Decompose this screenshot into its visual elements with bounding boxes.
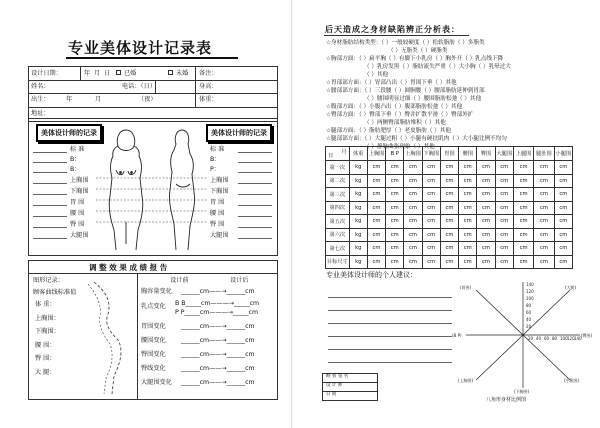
change-row-label: 臀围变化 [141,351,166,358]
table-cell: cm [513,255,533,269]
measure-right-item: 胃 围 [210,199,225,206]
married-label: 已婚 [124,70,137,77]
table-header: 上腿围 [513,147,533,161]
table-cell: cm [440,188,458,202]
table-cell: cm [554,215,572,229]
measure-right-item: 标 准 [210,146,225,153]
table-cell: kg [349,242,367,256]
change-row-value: ______cm——→______cm [181,365,255,372]
table-cell: cm [367,161,385,175]
table-row [326,228,573,242]
table-cell: cm [367,242,385,256]
table-row-label: 第四次 [326,201,350,215]
table-cell: cm [495,255,513,269]
analysis-line: ☆腹部方面：（ ）小腹凸出（ ）腹部脂肪松弛（ ）其他 [326,104,463,110]
front-body-outline [109,130,143,250]
table-cell: cm [513,228,533,242]
svg-text:140: 140 [526,282,534,287]
table-cell: cm [513,201,533,215]
table-cell: cm [422,242,440,256]
record-form-title: 专业美体设计记录表 [68,39,213,57]
unmarried-label: 未婚 [176,70,189,77]
table-cell: cm [554,255,572,269]
measure-left-item: B： [70,166,81,173]
name-label: 姓名： [31,83,50,90]
table-header: 大腿围 [495,147,513,161]
table-cell: kg [349,255,367,269]
table-cell: cm [367,215,385,229]
table-cell: cm [404,188,422,202]
radar-label-top-left: (胃围) [460,285,472,290]
analysis-line: ☆腰部部方面：（ ）三段腰（ ）圆胴腰（ ）腰部脂肪延伸到胃部 [326,88,485,94]
client-sign-label: 顾 客 签 名 [326,374,349,379]
body-item: 上胸围： [35,315,60,322]
table-cell: cm [422,188,440,202]
weight-label: 体重： [199,96,218,103]
table-cell: cm [386,174,404,188]
table-cell: cm [477,215,495,229]
table-cell: kg [349,215,367,229]
analysis-line: ☆胸部方面：（ ）扁平胸（ ）有脚下小乳房（ ）胸外开（ ）乳点线下降 [326,56,504,62]
table-cell: cm [477,201,495,215]
table-header: 上胸围 [367,147,385,161]
table-cell: cm [534,215,554,229]
table-cell: cm [386,201,404,215]
svg-text:60: 60 [544,336,550,341]
after-label: 设计后 [230,277,249,284]
svg-text:100: 100 [560,336,568,341]
table-header: 上胸围 [404,147,422,161]
table-cell: cm [477,255,495,269]
radar-label-bottom-right: (小腿围) [564,378,580,383]
table-cell: cm [495,161,513,175]
table-cell: cm [404,228,422,242]
table-cell: cm [386,161,404,175]
table-cell: cm [554,242,572,256]
table-header: 小腿围 [554,147,572,161]
measure-right-item: 下胸围 [210,188,229,195]
table-cell: cm [367,188,385,202]
table-cell: cm [404,215,422,229]
table-cell: cm [386,255,404,269]
table-cell: cm [459,161,477,175]
change-row-label: 大腿围变化 [141,379,172,386]
table-cell: cm [386,242,404,256]
analysis-line: ☆腿部部方面：（ ）大腿过粗（ ）小腿有硬扶肌肉（ ）大小腿比例不均匀 [326,136,507,142]
measure-left-item: 大腿围 [70,232,89,239]
analysis-line: ☆身材脂肪结构类型：（ ）一般较硬度（ ）松软脂肪（ ）多脂类 [326,40,485,46]
table-cell: cm [495,201,513,215]
table-cell: cm [513,174,533,188]
measure-right-item: 大腿围 [210,232,229,239]
measure-right-item: 臀 围 [210,221,225,228]
table-cell: cm [404,201,422,215]
table-row-label: 目标尺寸 [326,255,350,269]
change-row-value: ______cm——→______cm [181,351,255,358]
measure-left-item: B： [70,156,81,163]
table-cell: cm [404,161,422,175]
table-row-label: 第一次 [326,161,350,175]
radar-caption: 八角形身材比例图 [486,397,527,403]
remark-label: 备注： [199,70,218,77]
phone-label: 电话：（日） [122,83,157,90]
married-checkbox[interactable] [116,70,121,75]
table-cell: cm [440,215,458,229]
designer-record-label-right: 美体设计师的记录 [206,124,272,142]
table-cell: cm [404,242,422,256]
table-cell: cm [513,242,533,256]
analysis-line: （ ）腰围明显过细（ ）腰围脂肪松弛（ ）其他 [364,96,482,102]
svg-text:140: 140 [574,336,582,341]
radar-label-bottom-center: (下胸围) [514,389,530,394]
measure-right-item: 腰 围 [210,210,225,217]
table-cell: cm [534,201,554,215]
analysis-line: ☆臀部方面：（ ）臀部下垂（ ）臀并扩散平滑（ ）臀部外扩 [326,112,474,118]
day-label: 日 [104,70,111,77]
table-header: 腰围 [459,147,477,161]
change-row-value: ______cm——→______cm [181,379,255,386]
measure-left-item: 上胸围 [70,177,89,184]
table-row [326,242,573,256]
svg-text:20: 20 [528,336,534,341]
measurement-table [325,146,573,269]
change-row-value: ______cm——→______cm [181,323,255,330]
table-cell: cm [513,188,533,202]
svg-text:20: 20 [526,324,532,329]
table-cell: cm [422,161,440,175]
table-cell: cm [513,161,533,175]
change-row-value: B B_____cm———→_____cm [175,300,259,307]
table-cell: cm [495,228,513,242]
table-cell: cm [495,174,513,188]
advice-title: 专业美体设计师的个人建议： [326,271,417,279]
table-cell: cm [534,188,554,202]
right-page [300,0,600,428]
table-header: 下胸围 [422,147,440,161]
table-cell: cm [495,188,513,202]
body-item: 臀 围： [35,355,56,362]
table-row-label: 第六次 [326,228,350,242]
radar-label-left: (B P) [452,333,462,338]
table-cell: cm [554,201,572,215]
table-cell: cm [534,174,554,188]
table-cell: cm [459,215,477,229]
body-item: 下胸围： [35,328,60,335]
shape-record-label: 图形记录： [33,277,64,284]
analysis-line: （ ）无脂类（ ）硬脂类 [388,48,448,54]
table-cell: cm [440,174,458,188]
radar-label-bottom-left: (上胸围) [458,378,474,383]
radar-label-right: (臀围) [581,333,593,338]
table-cell: cm [534,228,554,242]
table-cell: kg [349,201,367,215]
title-underline [66,57,238,59]
table-row-label: 第二次 [326,174,350,188]
svg-text:40: 40 [536,336,542,341]
table-cell: cm [440,228,458,242]
measure-left-item: 下胸围 [70,188,89,195]
design-date-label: 设计日期： [31,70,62,77]
table-cell: cm [367,255,385,269]
table-cell: cm [459,242,477,256]
table-cell: cm [554,188,572,202]
table-cell: cm [459,228,477,242]
table-cell: cm [386,228,404,242]
table-header: 腿肚围 [534,147,554,161]
table-row [326,255,573,269]
designer-record-label-left: 美体设计师的记录 [36,124,102,142]
table-cell: cm [367,228,385,242]
table-cell: cm [404,255,422,269]
table-cell: cm [440,255,458,269]
table-cell: cm [422,215,440,229]
svg-text:100: 100 [526,296,534,301]
table-row [326,215,573,229]
change-row-label: 腰围变化 [141,337,166,344]
change-row-label: 胃围变化 [141,323,166,330]
table-header: 体重 [349,147,367,161]
table-cell: cm [404,174,422,188]
table-cell: cm [534,161,554,175]
analysis-title: 后天造成之身材缺陷辨正分析表： [325,24,460,34]
silhouette-curve [84,280,132,396]
table-row [326,201,573,215]
night-phone-label: （夜） [138,96,157,103]
table-cell: cm [422,255,440,269]
birth-label: 出生： [31,96,50,103]
table-cell: cm [440,161,458,175]
designer-sign-label: 设 计 师 [326,383,343,388]
table-cell: cm [440,201,458,215]
table-row-label: 第七次 [326,242,350,256]
table-cell: cm [554,161,572,175]
table-cell: cm [459,188,477,202]
table-cell: cm [477,161,495,175]
table-cell: cm [554,228,572,242]
table-cell: cm [513,215,533,229]
table-corner: 月 日 [326,147,350,161]
body-item: 大 腿： [35,369,56,376]
table-row [326,188,573,202]
table-cell: cm [459,255,477,269]
svg-text:120: 120 [526,289,534,294]
table-row [326,174,573,188]
body-item: 体 重： [35,301,56,308]
measure-left-item: 标 准 [70,146,85,153]
left-page [0,0,292,428]
table-row-label: 第五次 [326,215,350,229]
table-cell: kg [349,174,367,188]
table-cell: cm [459,201,477,215]
report-title: 调 整 效 果 成 绩 报 告 [89,263,168,272]
table-cell: kg [349,228,367,242]
radar-label-top-right: (大腿) [565,285,577,290]
table-cell: cm [534,242,554,256]
year-label: 年 [84,70,91,77]
measure-left-item: 臀 围 [70,221,85,228]
table-cell: cm [422,228,440,242]
body-figure-illustration [96,126,208,254]
measure-right-item: 上胸围 [210,177,229,184]
measure-right-item: P： [210,166,220,173]
change-row-value: P P_____cm———→_____cm [175,309,258,316]
analysis-line: （ ）两侧臀部脂肪堆积（ ）其他 [364,120,446,126]
table-cell: cm [367,174,385,188]
table-header: 臀围 [477,147,495,161]
table-header: 胃围 [440,147,458,161]
table-cell: cm [554,174,572,188]
change-row-label: 臀线变化 [141,365,166,372]
table-header: B P [386,147,404,161]
unmarried-checkbox[interactable] [168,70,173,75]
before-label: 设计前 [170,277,189,284]
measure-left-item: 胃 围 [70,199,85,206]
body-item: 腰 围： [35,342,56,349]
table-cell: cm [367,201,385,215]
side-body-outline [169,130,194,250]
birth-month-label: 月 [95,96,102,103]
analysis-line: ☆胃部部方面：（ ）胃部凸出（ ）胃围下垂（ ）其他 [326,80,457,86]
table-row-label: 第三次 [326,188,350,202]
table-cell: cm [440,242,458,256]
table-cell: cm [477,188,495,202]
svg-text:40: 40 [526,317,532,322]
analysis-line: （ ）乳房发黑（ ）脂肪流失严重（ ）大小胸（ ）乳晕过大 [364,64,511,70]
analysis-line: （ ）其他 [364,72,389,78]
address-label: 地址： [31,110,50,117]
table-cell: cm [477,228,495,242]
table-cell: cm [534,255,554,269]
octagon-proportion-chart [452,278,594,394]
table-cell: kg [349,161,367,175]
table-cell: cm [495,242,513,256]
analysis-line: （ ）静脉曲张现象（ ）其他 [364,144,435,150]
measure-right-item: B： [210,156,221,163]
change-row-value: ______cm——→______cm [181,288,255,295]
table-cell: cm [386,215,404,229]
change-row-label: 乳点变化 [141,303,166,310]
birth-year-label: 年 [66,96,73,103]
change-row-value: ______cm——→______cm [181,337,255,344]
customer-info-box [28,66,278,122]
month-label: 月 [94,70,101,77]
table-cell: kg [349,188,367,202]
svg-text:80: 80 [526,303,532,308]
measure-left-item: 腰 围 [70,210,85,217]
table-cell: cm [459,174,477,188]
svg-text:80: 80 [552,336,558,341]
svg-text:120: 120 [567,336,575,341]
table-cell: cm [495,215,513,229]
change-row-label: 胸容量变化 [141,288,172,295]
date-sign-label: 日 期 [326,392,337,397]
table-cell: cm [477,242,495,256]
table-row [326,161,573,175]
analysis-line: ☆腿部方面：（ ）脂肪肥厚（ ）老皮脂肪（ ）其他 [326,128,452,134]
table-cell: cm [386,188,404,202]
table-cell: cm [477,174,495,188]
table-cell: cm [422,201,440,215]
height-label: 身高： [199,83,218,90]
table-cell: cm [422,174,440,188]
svg-text:60: 60 [526,310,532,315]
ideal-line-label: 顾客曲线标准值 [33,289,77,296]
